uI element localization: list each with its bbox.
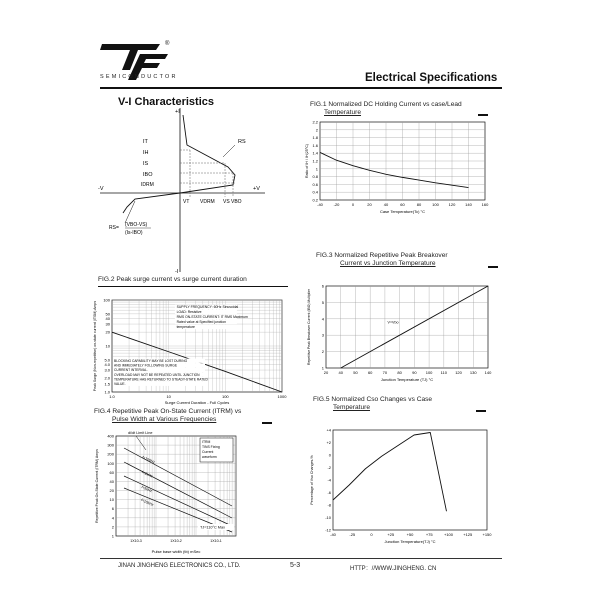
fig2-note-top: RMS ON-STATE CURRENT: IT RMS Maximum xyxy=(176,315,248,319)
x-tick-label: 70 xyxy=(382,370,388,375)
vi-label-ibo: IBO xyxy=(143,172,153,178)
vi-label-rs: RS xyxy=(238,139,246,145)
fig2-note-top: LOAD: Resistive xyxy=(176,310,202,314)
x-axis-label: Junction Temperature(TJ) °C xyxy=(384,539,436,544)
x-tick-label: 140 xyxy=(484,370,492,375)
vi-section-title: V-I Characteristics xyxy=(118,96,214,108)
fig1-curve xyxy=(320,152,469,187)
vi-label-vbo: VBO xyxy=(231,199,242,205)
y-tick-label: +4 xyxy=(326,427,331,433)
y-tick-label: 0.4 xyxy=(312,189,318,195)
fig4-chart xyxy=(88,428,288,556)
fig4-annotation-box-text: TINS Fixing xyxy=(202,445,220,449)
fig2-note-bottom: VALUE. xyxy=(114,382,126,386)
x-axis-label: Junction Temperature (TJ) °C xyxy=(380,377,434,382)
y-tick-label: 40 xyxy=(109,478,114,484)
y-tick-label: 4.0 xyxy=(104,361,110,367)
fig2-note-top: SUPPLY FREQUENCY: 60Hz Sinusoidal xyxy=(176,305,239,309)
footer-company: JINAN JINGHENG ELECTRONICS CO., LTD. xyxy=(118,563,241,569)
x-tick-label: 0 xyxy=(351,202,355,207)
fig3-caption: FIG.3 Normalized Repetitive Peak Breakover Current vs Junction Temperature xyxy=(316,252,448,267)
vi-label-plus-i: +I xyxy=(175,109,180,115)
y-axis-label: Ratio of IH / IH(25°C) xyxy=(305,144,309,178)
y-tick-label: 40 xyxy=(105,315,110,321)
x-tick-label: +75 xyxy=(425,532,433,537)
footer-url: HTTP：//WWW.JINGHENG. CN xyxy=(350,566,437,572)
fig4-annotation-top: di/dt Limit Line xyxy=(128,431,153,435)
y-tick-label: 1.5 xyxy=(104,381,110,387)
vi-label-plus-v: +V xyxy=(253,186,260,192)
y-tick-label: 1.4 xyxy=(312,150,318,156)
fig1-chart xyxy=(300,118,490,218)
x-tick-label: 100 xyxy=(221,394,229,399)
fig4-series-label: f=1kHz xyxy=(141,470,154,479)
fig2-note-bottom: BLOCKING CAPABILITY MAY BE LOST DURING xyxy=(114,359,188,363)
x-tick-label: 20 xyxy=(323,370,329,375)
x-tick-label: 140 xyxy=(465,202,472,207)
y-tick-label: -2 xyxy=(327,465,331,470)
x-tick-label: 50 xyxy=(353,370,358,375)
y-tick-label: 6 xyxy=(111,506,114,512)
vi-rs-formula-den: (Is-IBO) xyxy=(125,230,143,236)
y-tick-label: 200 xyxy=(107,451,114,457)
fig4-series-label: f=10kHz xyxy=(140,498,155,508)
x-tick-label: 1X10-1 xyxy=(210,539,222,543)
x-tick-label: 160 xyxy=(481,202,489,207)
y-tick-label: 5 xyxy=(321,299,324,305)
y-tick-label: +2 xyxy=(326,440,331,445)
y-tick-label: 2 xyxy=(315,127,318,133)
x-tick-label: 0 xyxy=(370,532,373,537)
y-tick-label: 4 xyxy=(321,316,324,322)
plot-frame xyxy=(326,286,488,368)
y-tick-label: 0.6 xyxy=(312,181,318,187)
fig4-annotation-tj: TJ=110°C Max xyxy=(200,525,225,530)
vi-label-it: IT xyxy=(143,139,148,145)
x-tick-label: -40 xyxy=(330,532,336,537)
y-axis-label: Repetitive Peak On-State Current (ITRM) Amps xyxy=(95,449,99,523)
fig4-arrow xyxy=(136,436,146,450)
y-tick-label: 30 xyxy=(105,321,110,327)
fig2-caption: FIG.2 Peak surge current vs surge current duration xyxy=(98,276,288,287)
x-tick-label: 90 xyxy=(412,370,417,375)
x-tick-label: +100 xyxy=(443,532,454,537)
y-axis-label: Repetitive Peak Breakover Current (IBO) Multiplier xyxy=(307,289,311,365)
x-tick-label: 1.0 xyxy=(109,394,115,399)
fig2-note-bottom: OVERLOAD MAY NOT BE REPEATED UNTIL JUNCTION xyxy=(114,372,200,377)
y-axis-label: Peak Surge (Non-repetitive) on-state current (ITSM) Amps xyxy=(93,300,97,392)
vi-label-vs: VS xyxy=(223,199,230,205)
y-tick-label: 50 xyxy=(105,311,110,317)
fig4-series-label: f=100Hz xyxy=(141,455,156,465)
y-tick-label: 10 xyxy=(105,343,110,349)
y-tick-label: 2 xyxy=(321,349,324,355)
y-tick-label: 4 xyxy=(111,515,114,521)
x-tick-label: 130 xyxy=(469,370,477,375)
fig2-note-bottom: AND IMMEDIATELY FOLLOWING SURGE xyxy=(114,363,178,368)
fig4-annotation-box-text: waveform xyxy=(202,455,217,459)
x-tick-label: -25 xyxy=(349,532,356,537)
x-axis-label: Case Temperature(Tc) °C xyxy=(379,209,426,214)
vi-curve-reverse xyxy=(123,193,180,213)
fig2-note-top: Rated value at Specified junction xyxy=(176,320,226,324)
vi-label-vt: VT xyxy=(183,199,190,205)
vi-label-minus-v: -V xyxy=(98,186,104,192)
fig4-series-label: f=5kHz xyxy=(140,485,153,494)
vi-curve-forward xyxy=(180,115,235,193)
vi-characteristics-diagram xyxy=(95,105,270,275)
x-tick-label: 10 xyxy=(166,394,171,399)
x-tick-label: +150 xyxy=(482,532,492,537)
x-tick-label: 80 xyxy=(397,370,402,375)
vi-label-minus-i: -I xyxy=(175,269,179,275)
y-tick-label: 60 xyxy=(109,469,114,475)
y-tick-label: 1 xyxy=(111,533,114,539)
x-tick-label: -20 xyxy=(333,202,340,207)
y-tick-label: 5.0 xyxy=(104,357,110,363)
x-tick-label: 20 xyxy=(367,202,372,207)
fig2-note-bottom: TEMPERATURE HAS RETURNED TO STEADY-STATE RATED xyxy=(114,377,208,382)
x-tick-label: 40 xyxy=(383,202,389,207)
y-tick-label: 3.0 xyxy=(104,367,110,373)
y-tick-label: 1.6 xyxy=(312,142,318,148)
y-tick-label: 1.2 xyxy=(312,158,318,164)
fig1-caption: FIG.1 Normalized DC Holding Current vs case/Lead Temperature xyxy=(310,101,462,116)
fig5-curve xyxy=(333,433,446,512)
y-tick-label: 3 xyxy=(321,332,324,338)
y-tick-label: 10 xyxy=(109,497,114,503)
y-tick-label: -6 xyxy=(327,490,331,495)
x-tick-label: 110 xyxy=(440,370,448,375)
y-tick-label: 1 xyxy=(321,365,324,371)
fig2-note-bottom: CURRENT INTERVAL. xyxy=(114,368,148,373)
x-tick-label: 60 xyxy=(400,202,405,207)
fig2-note-top: temperature xyxy=(176,325,195,329)
y-tick-label: 2.2 xyxy=(312,119,318,125)
x-tick-label: 1000 xyxy=(277,394,287,399)
y-axis-label: Percentage of Vso Changes-% xyxy=(310,455,314,505)
y-tick-label: 0.2 xyxy=(312,197,318,203)
fig5-caption: FIG.5 Normalized Cso Changes vs Case Temperature xyxy=(313,396,433,411)
company-wordmark: SEMICONDUCTOR xyxy=(100,74,178,80)
fig3-annotation: V=Vbo xyxy=(387,320,399,325)
x-tick-label: +125 xyxy=(463,532,473,537)
fig3-chart xyxy=(300,282,495,387)
vi-label-vdrm: VDRM xyxy=(200,199,215,205)
x-tick-label: 1X10-3 xyxy=(130,539,142,543)
footer-rule xyxy=(100,558,502,559)
y-tick-label: 1.0 xyxy=(104,389,110,395)
vi-label-ih: IH xyxy=(143,150,149,156)
y-tick-label: -12 xyxy=(325,527,331,533)
fig2-chart xyxy=(88,296,288,411)
y-tick-label: 300 xyxy=(107,442,114,448)
fig4-annotation-box-text: ITRM xyxy=(202,440,211,444)
header-rule xyxy=(100,87,502,89)
x-tick-label: 120 xyxy=(448,202,456,207)
x-tick-label: 100 xyxy=(432,202,439,207)
x-tick-label: 1X10-2 xyxy=(170,539,182,543)
fig4-caption: FIG.4 Repetitive Peak On-State Current (ITRM) vs Pulse Width at Various Frequencies xyxy=(94,408,242,423)
y-tick-label: 400 xyxy=(107,433,114,439)
x-tick-label: +50 xyxy=(406,532,414,537)
y-tick-label: 1 xyxy=(315,166,318,172)
registered-mark: ® xyxy=(165,41,170,47)
y-tick-label: 0.8 xyxy=(312,174,318,180)
y-tick-label: 2.0 xyxy=(104,375,110,381)
page-title: Electrical Specifications xyxy=(365,72,498,84)
x-axis-label: Surge Current Duration - Full Cycles xyxy=(164,400,230,405)
x-tick-label: 60 xyxy=(367,370,373,375)
y-tick-label: -8 xyxy=(327,502,331,508)
x-tick-label: -40 xyxy=(317,202,323,207)
y-tick-label: 100 xyxy=(107,460,114,466)
y-tick-label: 100 xyxy=(103,297,110,303)
x-tick-label: 120 xyxy=(455,370,462,375)
plot-frame xyxy=(333,430,487,530)
x-tick-label: +25 xyxy=(387,532,395,537)
y-tick-label: 20 xyxy=(105,329,110,335)
vi-rs-formula-lhs: RS= xyxy=(109,225,119,231)
y-tick-label: 2 xyxy=(111,524,114,530)
y-tick-label: 6 xyxy=(321,283,324,289)
y-tick-label: 0 xyxy=(328,452,331,458)
vi-label-is: IS xyxy=(143,161,149,167)
fig4-annotation-box-text: Current xyxy=(202,450,214,454)
note-bg xyxy=(113,382,205,386)
x-axis-label: Pulse base width (tb) mSec xyxy=(151,549,201,554)
y-tick-label: -4 xyxy=(327,477,331,483)
y-tick-label: 20 xyxy=(109,488,114,494)
y-tick-label: -10 xyxy=(325,515,331,520)
vi-rs-formula-num: (VBO-VS) xyxy=(125,222,148,228)
vi-label-idrm: IDRM xyxy=(141,182,154,188)
footer-page-number: 5-3 xyxy=(290,562,301,569)
x-tick-label: 80 xyxy=(416,202,422,207)
fig5-chart xyxy=(305,424,495,548)
y-tick-label: 1.8 xyxy=(312,135,318,141)
x-tick-label: 40 xyxy=(338,370,343,375)
x-tick-label: 100 xyxy=(425,370,433,375)
